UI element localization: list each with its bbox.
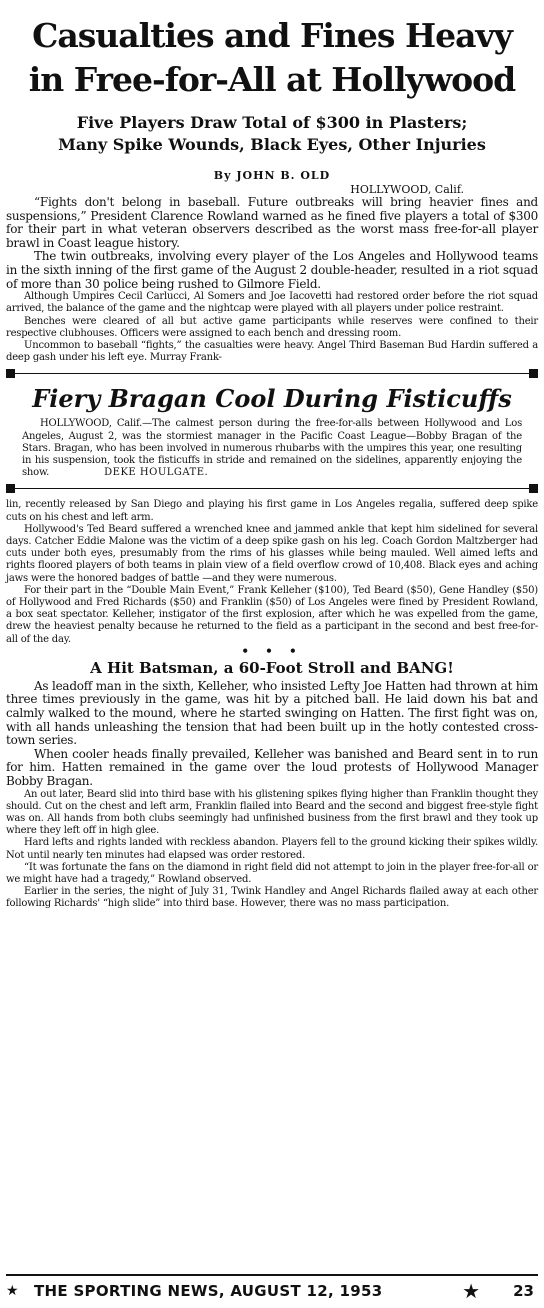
page-footer bbox=[6, 1274, 538, 1304]
star-icon: ★ bbox=[462, 1279, 480, 1303]
body-paragraph: As leadoff man in the sixth, Kelleher, who insisted Lefty Joe Hatten had thrown at him three times previously in the game, was hit by a pitched ball. He laid down his bat and calmly walked to the mound, where he started swinging on Hatten. The first fight was on, with all hands unleashing the tension that had been built up in the hotly contested cross-town series. bbox=[6, 678, 538, 748]
star-icon: ★ bbox=[6, 1283, 19, 1299]
publication-line: THE SPORTING NEWS, AUGUST 12, 1953 bbox=[34, 1282, 383, 1300]
body-paragraph: Uncommon to baseball “fights,” the casualties were heavy. Angel Third Baseman Bud Hardin suffered a deep gash under his left eye. Murray Frank- bbox=[6, 339, 538, 364]
box-headline: Fiery Bragan Cool During Fisticuffs bbox=[32, 384, 512, 414]
deck-line-1: Five Players Draw Total of $300 in Plasters; bbox=[76, 113, 468, 132]
body-section-1 bbox=[6, 291, 538, 364]
box-bottom-rule bbox=[6, 483, 538, 495]
body-paragraph: For their part in the “Double Main Event,” Frank Kelleher ($100), Ted Beard ($50), Gene Handley ($50) of Hollywood and Fred Richards ($50) and Franklin ($50) of Los Angeles were fined by President Rowland, a box seat spectator. Kelleher, instigator of the first explosion, after which he was expelled from the game, drew the heaviest penalty because he returned to the field as a participant in the second and best free-for-all of the day. bbox=[6, 584, 538, 645]
body-paragraph: Hard lefts and rights landed with reckless abandon. Players fell to the ground kicking their spikes wildly. Not until nearly ten minutes had elapsed was order restored. bbox=[6, 837, 538, 861]
sidebar-box bbox=[6, 368, 538, 495]
body-section-2 bbox=[6, 499, 538, 645]
body-paragraph: lin, recently released by San Diego and playing his first game in Los Angeles regalia, suffered deep spike cuts on his chest and left arm. bbox=[6, 499, 538, 523]
body-section-4 bbox=[6, 789, 538, 911]
page-number: 23 bbox=[513, 1282, 534, 1300]
section-separator: • • • bbox=[241, 643, 303, 658]
lead-section bbox=[6, 196, 538, 291]
lead-paragraph: “Fights don't belong in baseball. Future outbreaks will bring heavier fines and suspensions,” President Clarence Rowland warned as he fined five players a total of $300 for their part in what veteran observers described as the worst mass free-for-all player brawl in Coast league history. bbox=[6, 195, 538, 250]
body-paragraph: Benches were cleared of all but active game participants while reserves were confined to their respective clubhouses. Officers were assigned to each bench and dressing room. bbox=[6, 315, 538, 339]
box-signature: DEKE HOULGATE. bbox=[104, 467, 209, 479]
rule-cap-right bbox=[529, 484, 538, 493]
body-paragraph: Hollywood's Ted Beard suffered a wrenched knee and jammed ankle that kept him sidelined for several days. Catcher Eddie Malone was the victim of a deep spike gash on his leg. Coach Gordon Maltzberger had cuts under both eyes, presumably from the rims of his glasses while being mauled. Well aimed lefts and rights floored players of both teams in plain view of a field overflow crowd of 10,408. Black eyes and aching jaws were the honored badges of battle —and they were numerous. bbox=[6, 523, 538, 584]
body-paragraph: Earlier in the series, the night of July 31, Twink Handley and Angel Richards flailed away at each other following Richards' “high slide” into third base. However, there was no mass participation. bbox=[6, 886, 538, 910]
deck-line-2: Many Spike Wounds, Black Eyes, Other Injuries bbox=[58, 135, 486, 154]
subhead: A Hit Batsman, a 60-Foot Stroll and BANG! bbox=[90, 658, 454, 677]
dateline: HOLLYWOOD, Calif. bbox=[350, 183, 464, 196]
rule-line bbox=[14, 488, 530, 489]
rule-cap-right bbox=[529, 369, 538, 378]
lead-paragraph: The twin outbreaks, involving every player of the Los Angeles and Hollywood teams in the sixth inning of the first game of the August 2 double-header, resulted in a riot squad of more than 30 police being rushed to Gilmore Field. bbox=[6, 249, 538, 291]
box-text-body: HOLLYWOOD, Calif.—The calmest person during the free-for-alls between Hollywood and Los Angeles, August 2, was the stormiest manager in the Pacific Coast League—Bobby Bragan of the Stars. Bragan, who has been involved in numerous rhubarbs with the umpires this year, one resulting in his suspension, took the fisticuffs in stride and remained on the sidelines, apparently enjoying the show. bbox=[22, 418, 522, 479]
body-section-3 bbox=[6, 680, 538, 789]
body-paragraph: “It was fortunate the fans on the diamond in right field did not attempt to join in the player free-for-all or we might have had a tragedy,” Rowland observed. bbox=[6, 861, 538, 885]
body-paragraph: Although Umpires Cecil Carlucci, Al Somers and Joe Iacovetti had restored order before the riot squad arrived, the balance of the game and the nightcap were played with all players under police restraint. bbox=[6, 291, 538, 315]
byline: By JOHN B. OLD bbox=[213, 169, 331, 182]
box-top-rule bbox=[6, 368, 538, 380]
body-paragraph: An out later, Beard slid into third base with his glistening spikes flying higher than Franklin thought they should. Cut on the chest and left arm, Franklin flailed into Beard and the second and biggest free-style fight was on. All hands from both clubs seemingly had unfinished business from the first brawl and they took up where they left off in high glee. bbox=[6, 788, 538, 837]
body-paragraph: When cooler heads finally prevailed, Kelleher was banished and Beard sent in to run for him. Hatten remained in the game over the loud protests of Hollywood Manager Bobby Bragan. bbox=[6, 746, 538, 788]
headline-line-2: in Free-for-All at Hollywood bbox=[28, 60, 516, 99]
rule-line bbox=[14, 373, 530, 374]
headline-line-1: Casualties and Fines Heavy bbox=[32, 16, 512, 55]
box-text bbox=[22, 418, 522, 479]
